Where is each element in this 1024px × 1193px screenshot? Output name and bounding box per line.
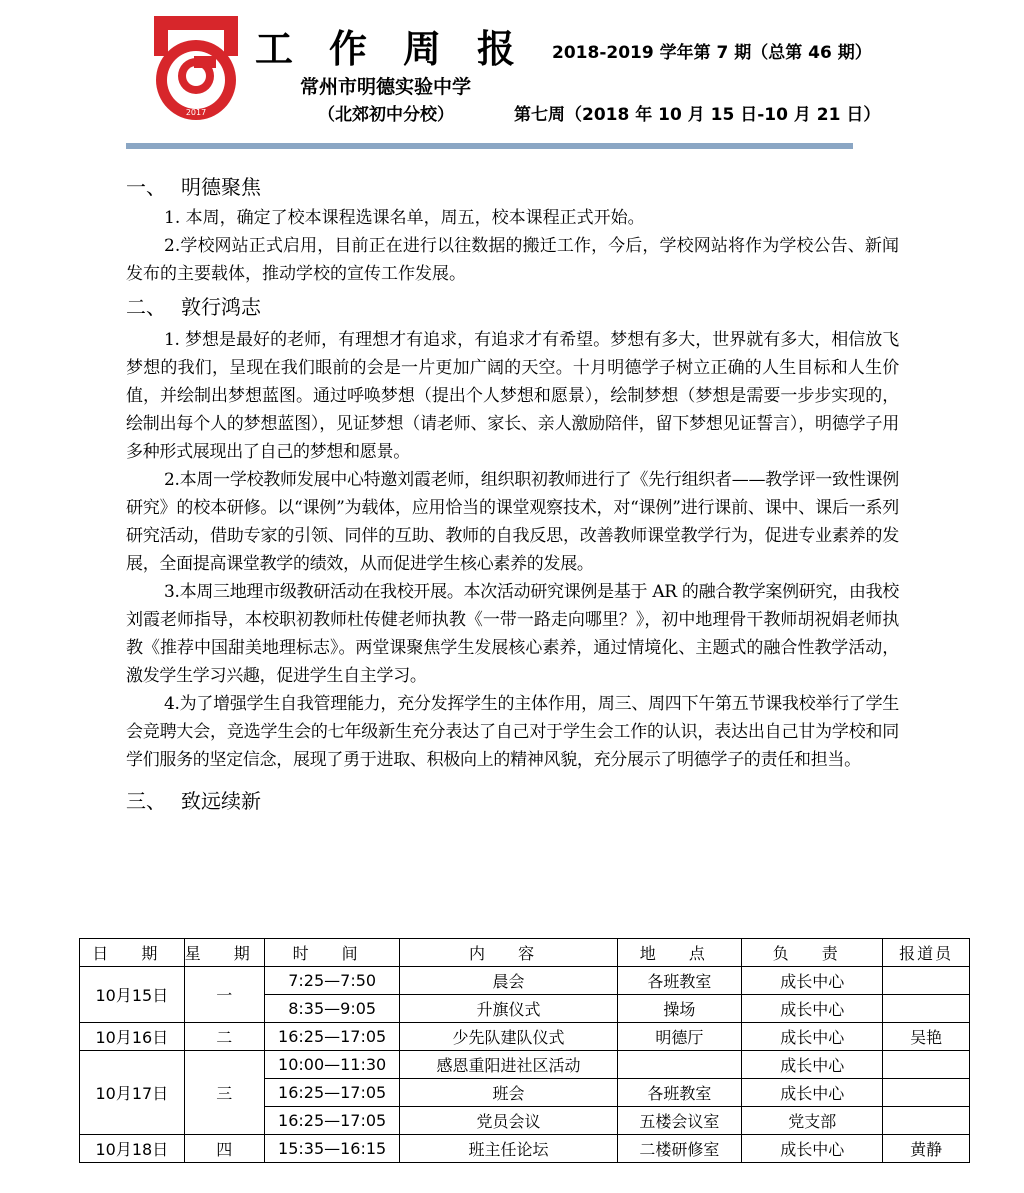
table-cell: 吴艳 (883, 1023, 970, 1051)
section-heading: 一、 明德聚焦 (126, 175, 261, 199)
paragraph: 1. 梦想是最好的老师，有理想才有追求，有追求才有希望。梦想有多大，世界就有多大，相信放飞梦想的我们，呈现在我们眼前的会是一片更加广阔的天空。十月明德学子树立正确的人生目标和人生价值，并绘制出梦想蓝图。通过呼唤梦想（提出个人梦想和愿景），绘制梦想（梦想是需要一步步实现的，绘制出每个人的梦想蓝图），见证梦想（请老师、家长、亲人激励陪伴，留下梦想见证誓言），明德学子用多种形式展现出了自己的梦想和愿景。 (126, 330, 899, 462)
school-logo (150, 12, 242, 124)
table-cell: 四 (184, 1135, 264, 1163)
col-header: 报道员 (883, 939, 970, 967)
paragraph: 4.为了增强学生自我管理能力，充分发挥学生的主体作用，周三、周四下午第五节课我校举行了学生会竞聘大会，竞选学生会的七年级新生充分表达了自己对于学生会工作的认识，表达出自己甘为学校和同学们服务的坚定信念，展现了勇于进取、积极向上的精神风貌，充分展示了明德学子的责任和担当。 (126, 694, 899, 770)
table-cell: 各班教室 (617, 1079, 741, 1107)
col-header: 时 间 (264, 939, 400, 967)
paragraph: 2.学校网站正式启用，目前正在进行以往数据的搬迁工作，今后，学校网站将作为学校公告、新闻发布的主要载体，推动学校的宣传工作发展。 (126, 236, 899, 284)
table-cell (883, 1107, 970, 1135)
section-heading: 三、 致远续新 (126, 789, 261, 813)
table-cell: 成长中心 (742, 1079, 883, 1107)
table-cell: 10月18日 (80, 1135, 185, 1163)
table-cell: 二楼研修室 (617, 1135, 741, 1163)
table-cell: 16:25—17:05 (264, 1023, 400, 1051)
table-cell: 16:25—17:05 (264, 1107, 400, 1135)
paragraph: 3.本周三地理市级教研活动在我校开展。本次活动研究课例是基于 AR 的融合教学案例研究，由我校刘霞老师指导，本校职初教师杜传健老师执教《一带一路走向哪里？》，初中地理骨干教师胡祝娟老师执教《推荐中国甜美地理标志》。两堂课聚焦学生发展核心素养，通过情境化、主题式的融合性教学活动，激发学生学习兴趣，促进学生自主学习。 (126, 582, 900, 686)
table-cell (883, 995, 970, 1023)
table-cell: 感恩重阳进社区活动 (400, 1051, 617, 1079)
table-cell: 升旗仪式 (400, 995, 617, 1023)
table-cell: 黄静 (883, 1135, 970, 1163)
table-cell: 成长中心 (742, 1023, 883, 1051)
table-cell: 10月17日 (80, 1051, 185, 1135)
table-cell: 党支部 (742, 1107, 883, 1135)
col-header: 星 期 (184, 939, 264, 967)
header-divider (126, 143, 853, 149)
table-cell: 10:00—11:30 (264, 1051, 400, 1079)
table-cell: 成长中心 (742, 967, 883, 995)
table-cell: 成长中心 (742, 1051, 883, 1079)
issue-number: 2018-2019 学年第 7 期（总第 46 期） (552, 43, 872, 63)
table-cell: 五楼会议室 (617, 1107, 741, 1135)
table-cell: 16:25—17:05 (264, 1079, 400, 1107)
section-heading: 二、 敦行鸿志 (126, 295, 261, 319)
table-cell: 明德厅 (617, 1023, 741, 1051)
school-name: 常州市明德实验中学 (300, 76, 472, 98)
table-header-row (80, 939, 970, 967)
schedule-table (79, 938, 970, 1163)
table-cell: 成长中心 (742, 995, 883, 1023)
table-row (80, 1023, 970, 1051)
table-cell: 10月15日 (80, 967, 185, 1023)
paragraph: 2.本周一学校教师发展中心特邀刘霞老师，组织职初教师进行了《先行组织者——教学评一致性课例研究》的校本研修。以“课例”为载体，应用恰当的课堂观察技术，对“课例”进行课前、课中、课后一系列研究活动，借助专家的引领、同伴的互助、教师的自我反思，改善教师课堂教学行为，促进专业素养的发展，全面提高课堂教学的绩效，从而促进学生核心素养的发展。 (126, 470, 899, 574)
table-cell: 晨会 (400, 967, 617, 995)
table-cell: 三 (184, 1051, 264, 1135)
table-row (80, 967, 970, 995)
col-header: 日 期 (80, 939, 185, 967)
table-cell: 党员会议 (400, 1107, 617, 1135)
col-header: 地 点 (617, 939, 741, 967)
table-cell: 各班教室 (617, 967, 741, 995)
table-cell (883, 1079, 970, 1107)
table-cell: 成长中心 (742, 1135, 883, 1163)
table-cell (617, 1051, 741, 1079)
table-cell: 8:35—9:05 (264, 995, 400, 1023)
table-cell: 15:35—16:15 (264, 1135, 400, 1163)
table-row (80, 1051, 970, 1079)
logo-year: 2017 (185, 108, 207, 117)
table-cell: 少先队建队仪式 (400, 1023, 617, 1051)
table-cell: 10月16日 (80, 1023, 185, 1051)
table-row (80, 1135, 970, 1163)
table-cell (883, 1051, 970, 1079)
col-header: 负 责 (742, 939, 883, 967)
branch-name: （北郊初中分校） (318, 105, 454, 125)
report-body (126, 170, 899, 818)
col-header: 内 容 (400, 939, 617, 967)
week-range: 第七周（2018 年 10 月 15 日-10 月 21 日） (514, 105, 881, 125)
table-cell: 班会 (400, 1079, 617, 1107)
table-cell: 一 (184, 967, 264, 1023)
table-cell (883, 967, 970, 995)
table-cell: 二 (184, 1023, 264, 1051)
paragraph: 1. 本周，确定了校本课程选课名单，周五，校本课程正式开始。 (164, 208, 645, 228)
report-title: 工作周报 (255, 26, 552, 71)
table-cell: 操场 (617, 995, 741, 1023)
table-cell: 7:25—7:50 (264, 967, 400, 995)
table-cell: 班主任论坛 (400, 1135, 617, 1163)
